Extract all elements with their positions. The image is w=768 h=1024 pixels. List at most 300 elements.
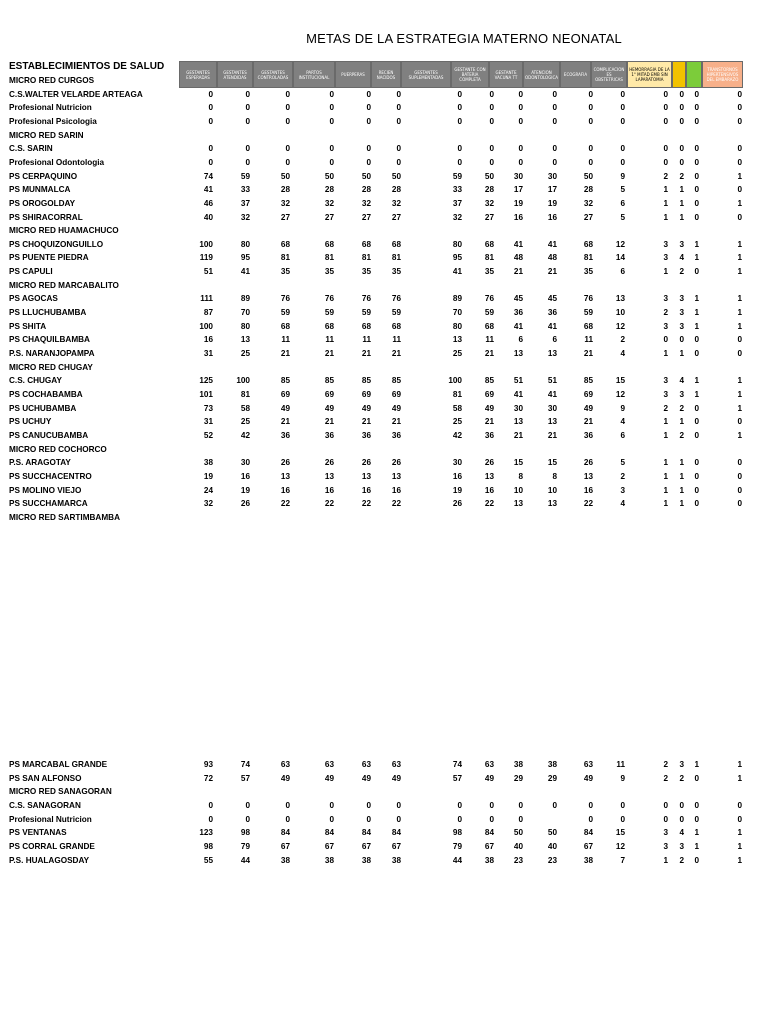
cell-value: 1: [679, 198, 684, 208]
column-header: ECOGRAFIA: [560, 61, 591, 88]
cell-value: 26: [391, 458, 401, 468]
cell-value: 26: [240, 499, 250, 509]
cell-value: 57: [240, 773, 250, 783]
cell-value: 0: [518, 103, 523, 113]
table-row: [0, 430, 768, 443]
cell-value: 5: [620, 212, 625, 222]
cell-value: 0: [737, 144, 742, 154]
row-name: PS SUCCHACENTRO: [9, 471, 92, 481]
cell-value: 58: [240, 403, 250, 413]
row-name: PS SUCCHAMARCA: [9, 499, 88, 509]
table-row: [0, 171, 768, 184]
table-row: [0, 307, 768, 320]
cell-value: 49: [280, 773, 290, 783]
cell-value: 0: [518, 800, 523, 810]
cell-value: 0: [694, 171, 699, 181]
cell-value: 2: [663, 403, 668, 413]
cell-value: 0: [329, 144, 334, 154]
cell-value: 0: [679, 103, 684, 113]
cell-value: 30: [547, 403, 557, 413]
cell-value: 2: [663, 308, 668, 318]
cell-value: 63: [280, 760, 290, 769]
cell-value: 33: [240, 185, 250, 195]
cell-value: 0: [489, 157, 494, 167]
cell-value: 0: [518, 814, 523, 824]
row-name: PS VENTANAS: [9, 828, 67, 838]
cell-value: 0: [663, 89, 668, 99]
cell-value: 63: [361, 760, 371, 769]
cell-value: 50: [361, 171, 371, 181]
cell-value: 0: [663, 116, 668, 126]
table-row: [0, 841, 768, 854]
cell-value: 2: [679, 403, 684, 413]
row-name: PS CERPAQUINO: [9, 171, 78, 181]
cell-value: 16: [583, 485, 593, 495]
cell-value: 32: [484, 198, 494, 208]
cell-value: 1: [663, 267, 668, 277]
cell-value: 0: [552, 144, 557, 154]
cell-value: 21: [361, 417, 371, 427]
cell-value: 12: [615, 321, 625, 331]
row-name: PS OROGOLDAY: [9, 198, 76, 208]
establishments-header: ESTABLECIMIENTOS DE SALUD: [9, 61, 165, 72]
cell-value: 0: [285, 116, 290, 126]
cell-value: 0: [663, 103, 668, 113]
cell-value: 84: [391, 828, 401, 838]
cell-value: 1: [663, 471, 668, 481]
table-row: [0, 266, 768, 279]
cell-value: 36: [391, 430, 401, 440]
cell-value: 0: [457, 144, 462, 154]
cell-value: 0: [737, 499, 742, 509]
cell-value: 0: [329, 157, 334, 167]
cell-value: 0: [663, 800, 668, 810]
cell-value: 36: [280, 430, 290, 440]
cell-value: 0: [694, 458, 699, 468]
cell-value: 28: [583, 185, 593, 195]
cell-value: 67: [280, 841, 290, 851]
cell-value: 0: [396, 814, 401, 824]
cell-value: 67: [484, 841, 494, 851]
table-row: [0, 212, 768, 225]
cell-value: 0: [694, 144, 699, 154]
row-name: Profesional Odontologia: [9, 157, 105, 167]
cell-value: 68: [280, 239, 290, 249]
cell-value: 68: [583, 321, 593, 331]
cell-value: 33: [452, 185, 462, 195]
cell-value: 0: [245, 144, 250, 154]
cell-value: 84: [583, 828, 593, 838]
table-row: [0, 116, 768, 129]
cell-value: 0: [737, 212, 742, 222]
cell-value: 0: [329, 814, 334, 824]
cell-value: 0: [396, 89, 401, 99]
cell-value: 68: [361, 321, 371, 331]
cell-value: 67: [361, 841, 371, 851]
cell-value: 6: [620, 198, 625, 208]
cell-value: 1: [679, 499, 684, 509]
cell-value: 26: [280, 458, 290, 468]
cell-value: 0: [285, 157, 290, 167]
cell-value: 0: [329, 800, 334, 810]
cell-value: 0: [552, 116, 557, 126]
cell-value: 55: [203, 855, 213, 865]
cell-value: 22: [361, 499, 371, 509]
row-name: Profesional Nutricion: [9, 814, 92, 824]
cell-value: 1: [694, 294, 699, 304]
cell-value: 0: [694, 212, 699, 222]
cell-value: 17: [513, 185, 523, 195]
cell-value: 28: [484, 185, 494, 195]
cell-value: 74: [452, 760, 462, 769]
cell-value: 0: [245, 116, 250, 126]
cell-value: 3: [679, 321, 684, 331]
cell-value: 0: [620, 814, 625, 824]
cell-value: 0: [396, 157, 401, 167]
cell-value: 0: [620, 103, 625, 113]
row-name: Profesional Psicologia: [9, 116, 97, 126]
cell-value: 100: [448, 376, 462, 386]
cell-value: 0: [245, 89, 250, 99]
cell-value: 19: [452, 485, 462, 495]
cell-value: 57: [452, 773, 462, 783]
cell-value: 41: [547, 389, 557, 399]
cell-value: 21: [391, 349, 401, 358]
cell-value: 0: [694, 485, 699, 495]
cell-value: 2: [620, 471, 625, 481]
cell-value: 1: [737, 376, 742, 386]
cell-value: 69: [361, 389, 371, 399]
cell-value: 0: [588, 116, 593, 126]
cell-value: 26: [452, 499, 462, 509]
cell-value: 16: [391, 485, 401, 495]
group-row: [0, 280, 768, 293]
cell-value: 13: [583, 471, 593, 481]
cell-value: 123: [199, 828, 213, 838]
cell-value: 0: [679, 814, 684, 824]
cell-value: 11: [584, 335, 593, 345]
cell-value: 68: [280, 321, 290, 331]
column-header: GESTANTE CON BATERIA COMPLETA: [451, 61, 489, 88]
cell-value: 38: [547, 760, 557, 769]
cell-value: 19: [513, 198, 523, 208]
cell-value: 49: [324, 773, 334, 783]
cell-value: 9: [620, 171, 625, 181]
cell-value: 32: [583, 198, 593, 208]
cell-value: 1: [694, 841, 699, 851]
cell-value: 1: [737, 841, 742, 851]
cell-value: 0: [663, 157, 668, 167]
cell-value: 31: [203, 417, 213, 427]
cell-value: 0: [588, 103, 593, 113]
row-name: PS COCHABAMBA: [9, 389, 83, 399]
cell-value: 29: [513, 773, 523, 783]
cell-value: 22: [484, 499, 494, 509]
table-row: [0, 759, 768, 772]
cell-value: 50: [513, 828, 523, 838]
row-name: MICRO RED COCHORCO: [9, 444, 107, 454]
cell-value: 3: [679, 308, 684, 318]
cell-value: 0: [588, 89, 593, 99]
cell-value: 49: [583, 403, 593, 413]
cell-value: 3: [663, 253, 668, 263]
cell-value: 27: [280, 212, 290, 222]
cell-value: 0: [396, 103, 401, 113]
cell-value: 0: [366, 800, 371, 810]
cell-value: 12: [615, 239, 625, 249]
cell-value: 51: [203, 267, 213, 277]
cell-value: 2: [620, 335, 625, 345]
cell-value: 49: [583, 773, 593, 783]
cell-value: 81: [484, 253, 494, 263]
cell-value: 68: [484, 321, 494, 331]
cell-value: 21: [547, 267, 557, 277]
cell-value: 13: [324, 471, 334, 481]
cell-value: 1: [663, 855, 668, 865]
cell-value: 0: [208, 157, 213, 167]
cell-value: 0: [457, 814, 462, 824]
table-row: [0, 389, 768, 402]
cell-value: 63: [583, 760, 593, 769]
cell-value: 0: [737, 471, 742, 481]
cell-value: 0: [737, 335, 742, 345]
cell-value: 19: [203, 471, 213, 481]
cell-value: 27: [484, 212, 494, 222]
cell-value: 0: [285, 103, 290, 113]
cell-value: 0: [694, 430, 699, 440]
column-header: GESTANTES CONTROLADAS: [253, 61, 293, 88]
cell-value: 28: [324, 185, 334, 195]
cell-value: 4: [679, 828, 684, 838]
cell-value: 36: [513, 308, 523, 318]
cell-value: 0: [457, 89, 462, 99]
cell-value: 44: [452, 855, 462, 865]
cell-value: 3: [663, 321, 668, 331]
cell-value: 89: [240, 294, 250, 304]
cell-value: 0: [679, 157, 684, 167]
cell-value: 0: [694, 417, 699, 427]
cell-value: 0: [588, 814, 593, 824]
row-name: PS LLUCHUBAMBA: [9, 308, 87, 318]
cell-value: 22: [583, 499, 593, 509]
cell-value: 0: [208, 116, 213, 126]
cell-value: 30: [240, 458, 250, 468]
row-name: PS SAN ALFONSO: [9, 773, 82, 783]
cell-value: 1: [737, 855, 742, 865]
column-header: PUERPERAS: [335, 61, 371, 88]
cell-value: 21: [324, 417, 334, 427]
cell-value: 13: [547, 349, 557, 358]
cell-value: 98: [240, 828, 250, 838]
cell-value: 0: [208, 814, 213, 824]
cell-value: 67: [324, 841, 334, 851]
cell-value: 4: [679, 253, 684, 263]
cell-value: 35: [361, 267, 371, 277]
cell-value: 1: [663, 212, 668, 222]
cell-value: 10: [547, 485, 557, 495]
cell-value: 0: [285, 144, 290, 154]
cell-value: 98: [452, 828, 462, 838]
cell-value: 13: [513, 499, 523, 509]
column-header: ATENCION ODONTOLOGICA: [523, 61, 560, 88]
cell-value: 21: [484, 417, 494, 427]
table-row: [0, 334, 768, 347]
cell-value: 4: [620, 349, 625, 358]
column-header: TRANSTORNOS HIPERTENSIVOS DEL EMBARAZO: [702, 61, 743, 88]
cell-value: 38: [583, 855, 593, 865]
cell-value: 81: [240, 389, 250, 399]
cell-value: 0: [737, 485, 742, 495]
cell-value: 38: [484, 855, 494, 865]
cell-value: 4: [620, 417, 625, 427]
cell-value: 1: [737, 239, 742, 249]
cell-value: 0: [620, 89, 625, 99]
cell-value: 125: [199, 376, 213, 386]
cell-value: 0: [737, 116, 742, 126]
cell-value: 0: [694, 157, 699, 167]
cell-value: 14: [615, 253, 625, 263]
cell-value: 32: [240, 212, 250, 222]
cell-value: 16: [547, 212, 557, 222]
cell-value: 41: [513, 321, 523, 331]
cell-value: 2: [679, 267, 684, 277]
table-row: [0, 457, 768, 470]
cell-value: 0: [694, 800, 699, 810]
cell-value: 51: [513, 376, 523, 386]
cell-value: 0: [489, 103, 494, 113]
cell-value: 0: [694, 855, 699, 865]
cell-value: 0: [396, 116, 401, 126]
cell-value: 1: [679, 485, 684, 495]
cell-value: 36: [484, 430, 494, 440]
cell-value: 3: [663, 294, 668, 304]
cell-value: 76: [391, 294, 401, 304]
cell-value: 0: [694, 499, 699, 509]
cell-value: 1: [679, 458, 684, 468]
cell-value: 10: [513, 485, 523, 495]
cell-value: 58: [452, 403, 462, 413]
cell-value: 32: [280, 198, 290, 208]
cell-value: 25: [240, 349, 250, 358]
cell-value: 85: [484, 376, 494, 386]
cell-value: 38: [203, 458, 213, 468]
cell-value: 49: [391, 403, 401, 413]
cell-value: 3: [663, 389, 668, 399]
cell-value: 3: [679, 239, 684, 249]
cell-value: 0: [694, 349, 699, 358]
cell-value: 13: [547, 417, 557, 427]
cell-value: 16: [280, 485, 290, 495]
table-row: [0, 827, 768, 840]
cell-value: 69: [280, 389, 290, 399]
cell-value: 50: [391, 171, 401, 181]
cell-value: 81: [280, 253, 290, 263]
cell-value: 40: [203, 212, 213, 222]
cell-value: 42: [240, 430, 250, 440]
cell-value: 36: [583, 430, 593, 440]
cell-value: 0: [208, 103, 213, 113]
cell-value: 70: [240, 308, 250, 318]
table-row: [0, 143, 768, 156]
cell-value: 1: [737, 198, 742, 208]
cell-value: 0: [208, 800, 213, 810]
cell-value: 31: [203, 349, 213, 358]
cell-value: 0: [285, 800, 290, 810]
cell-value: 68: [583, 239, 593, 249]
cell-value: 0: [329, 89, 334, 99]
cell-value: 40: [513, 841, 523, 851]
cell-value: 30: [547, 171, 557, 181]
cell-value: 30: [513, 403, 523, 413]
cell-value: 1: [663, 499, 668, 509]
cell-value: 37: [452, 198, 462, 208]
cell-value: 21: [280, 417, 290, 427]
row-name: C.S. CHUGAY: [9, 376, 62, 386]
cell-value: 21: [513, 267, 523, 277]
cell-value: 41: [513, 389, 523, 399]
cell-value: 1: [694, 239, 699, 249]
cell-value: 0: [366, 89, 371, 99]
cell-value: 1: [694, 389, 699, 399]
cell-value: 13: [391, 471, 401, 481]
cell-value: 79: [240, 841, 250, 851]
cell-value: 67: [391, 841, 401, 851]
cell-value: 100: [236, 376, 250, 386]
cell-value: 49: [361, 773, 371, 783]
cell-value: 0: [694, 103, 699, 113]
cell-value: 28: [280, 185, 290, 195]
cell-value: 0: [737, 800, 742, 810]
cell-value: 0: [457, 116, 462, 126]
cell-value: 28: [391, 185, 401, 195]
cell-value: 27: [324, 212, 334, 222]
group-row: [0, 786, 768, 799]
cell-value: 3: [679, 760, 684, 769]
cell-value: 1: [737, 403, 742, 413]
cell-value: 0: [694, 403, 699, 413]
cell-value: 119: [199, 253, 213, 263]
cell-value: 0: [737, 417, 742, 427]
cell-value: 9: [620, 773, 625, 783]
cell-value: 23: [547, 855, 557, 865]
cell-value: 0: [329, 116, 334, 126]
cell-value: 5: [620, 185, 625, 195]
row-name: MICRO RED SARTIMBAMBA: [9, 512, 120, 522]
table-row: [0, 198, 768, 211]
cell-value: 0: [208, 89, 213, 99]
row-name: MICRO RED HUAMACHUCO: [9, 226, 119, 236]
column-header: RECIEN NACIDOS: [371, 61, 401, 88]
row-name: PS CANUCUBAMBA: [9, 430, 89, 440]
cell-value: 49: [361, 403, 371, 413]
cell-value: 21: [513, 430, 523, 440]
cell-value: 15: [513, 458, 523, 468]
table-row: [0, 814, 768, 827]
cell-value: 16: [361, 485, 371, 495]
cell-value: 6: [518, 335, 523, 345]
cell-value: 111: [200, 294, 213, 304]
cell-value: 13: [484, 471, 494, 481]
cell-value: 11: [616, 760, 625, 769]
cell-value: 68: [484, 239, 494, 249]
group-row: [0, 130, 768, 143]
cell-value: 0: [518, 89, 523, 99]
group-row: [0, 362, 768, 375]
cell-value: 0: [620, 116, 625, 126]
cell-value: 59: [484, 308, 494, 318]
column-header: HEMORRAGIA DE LA 1° MITAD EMB SIN LAPARATOMIA: [627, 61, 672, 88]
cell-value: 2: [663, 171, 668, 181]
